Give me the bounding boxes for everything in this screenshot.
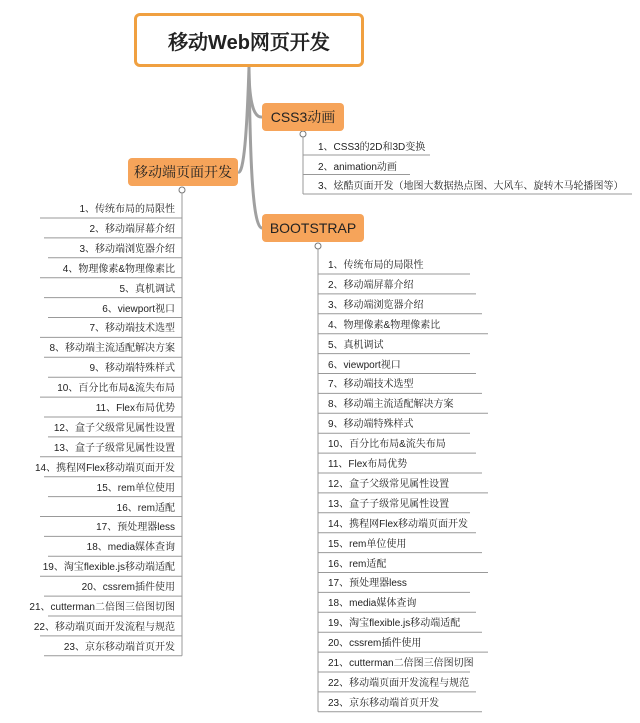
mobile-item-12[interactable]: 12、盒子父级常见属性设置 — [53, 422, 175, 434]
bootstrap-item-13[interactable]: 13、盒子子级常见属性设置 — [328, 498, 450, 510]
mobile-item-14[interactable]: 14、携程网Flex移动端页面开发 — [34, 462, 175, 474]
css3-item-3[interactable]: 3、炫酷页面开发（地图大数据热点图、大风车、旋转木马轮播图等） — [318, 181, 624, 192]
mobile-item-7[interactable]: 7、移动端技术选型 — [89, 323, 175, 335]
mobile-item-8[interactable]: 8、移动端主流适配解决方案 — [49, 343, 175, 355]
connector-root-mobile — [238, 67, 249, 172]
topic-mobile-label: 移动端页面开发 — [134, 164, 232, 180]
mobile-item-6[interactable]: 6、viewport视口 — [102, 303, 175, 315]
bootstrap-item-8[interactable]: 8、移动端主流适配解决方案 — [328, 399, 454, 411]
bootstrap-item-15[interactable]: 15、rem单位使用 — [328, 538, 407, 550]
bootstrap-item-1[interactable]: 1、传统布局的局限性 — [328, 260, 424, 271]
root-node[interactable] — [134, 13, 364, 67]
bootstrap-item-6[interactable]: 6、viewport视口 — [328, 359, 401, 371]
collapse-toggle-mobile[interactable] — [179, 187, 185, 193]
topic-css3[interactable] — [262, 103, 344, 131]
mobile-item-19[interactable]: 19、淘宝flexible.js移动端适配 — [42, 562, 175, 574]
mobile-item-21[interactable]: 21、cutterman二倍图三倍图切图 — [29, 602, 175, 613]
bootstrap-item-17[interactable]: 17、预处理器less — [328, 578, 407, 590]
bootstrap-item-20[interactable]: 20、cssrem插件使用 — [328, 638, 422, 650]
bootstrap-item-2[interactable]: 2、移动端屏幕介绍 — [328, 279, 414, 291]
mobile-item-1[interactable]: 1、传统布局的局限性 — [79, 204, 175, 215]
bootstrap-item-3[interactable]: 3、移动端浏览器介绍 — [328, 299, 424, 311]
bootstrap-item-10[interactable]: 10、百分比布局&流失布局 — [328, 439, 446, 451]
bootstrap-item-4[interactable]: 4、物理像素&物理像素比 — [328, 319, 441, 331]
bootstrap-item-7[interactable]: 7、移动端技术选型 — [328, 379, 414, 391]
mobile-item-17[interactable]: 17、预处理器less — [96, 522, 175, 534]
topic-bootstrap-label: BOOTSTRAP — [269, 220, 357, 236]
css3-item-1[interactable]: 1、CSS3的2D和3D变换 — [318, 142, 426, 153]
mobile-item-10[interactable]: 10、百分比布局&流失布局 — [57, 383, 175, 395]
css3-item-2[interactable]: 2、animation动画 — [318, 161, 397, 173]
mobile-item-20[interactable]: 20、cssrem插件使用 — [81, 582, 175, 594]
bootstrap-item-9[interactable]: 9、移动端特殊样式 — [328, 419, 414, 431]
bootstrap-item-19[interactable]: 19、淘宝flexible.js移动端适配 — [328, 618, 461, 630]
collapse-toggle-bootstrap[interactable] — [315, 243, 321, 249]
bootstrap-item-5[interactable]: 5、真机调试 — [328, 339, 384, 351]
mobile-item-16[interactable]: 16、rem适配 — [116, 502, 175, 514]
mobile-item-9[interactable]: 9、移动端特殊样式 — [89, 363, 175, 375]
mobile-item-3[interactable]: 3、移动端浏览器介绍 — [79, 243, 175, 255]
mobile-item-18[interactable]: 18、media媒体查询 — [86, 542, 175, 554]
mobile-item-13[interactable]: 13、盒子子级常见属性设置 — [53, 442, 175, 454]
bootstrap-item-18[interactable]: 18、media媒体查询 — [328, 598, 417, 610]
bootstrap-item-11[interactable]: 11、Flex布局优势 — [328, 459, 408, 470]
bootstrap-item-12[interactable]: 12、盒子父级常见属性设置 — [328, 478, 450, 490]
mobile-item-22[interactable]: 22、移动端页面开发流程与规范 — [33, 621, 175, 633]
root-label: 移动Web网页开发 — [168, 31, 330, 54]
bootstrap-item-23[interactable]: 23、京东移动端首页开发 — [328, 697, 440, 709]
bootstrap-item-16[interactable]: 16、rem适配 — [328, 558, 387, 570]
bootstrap-item-21[interactable]: 21、cutterman二倍图三倍图切图 — [328, 658, 474, 669]
mobile-item-5[interactable]: 5、真机调试 — [119, 283, 175, 295]
mobile-item-23[interactable]: 23、京东移动端首页开发 — [63, 641, 175, 653]
topic-css3-label: CSS3动画 — [270, 109, 336, 125]
topic-mobile[interactable] — [128, 158, 238, 186]
mobile-item-15[interactable]: 15、rem单位使用 — [96, 482, 175, 494]
mobile-item-11[interactable]: 11、Flex布局优势 — [95, 403, 175, 414]
bootstrap-item-14[interactable]: 14、携程网Flex移动端页面开发 — [328, 518, 469, 530]
mobile-item-4[interactable]: 4、物理像素&物理像素比 — [62, 263, 175, 275]
topic-bootstrap[interactable] — [262, 214, 364, 242]
mobile-item-2[interactable]: 2、移动端屏幕介绍 — [89, 223, 175, 235]
collapse-toggle-css3[interactable] — [300, 131, 306, 137]
bootstrap-item-22[interactable]: 22、移动端页面开发流程与规范 — [328, 677, 470, 689]
